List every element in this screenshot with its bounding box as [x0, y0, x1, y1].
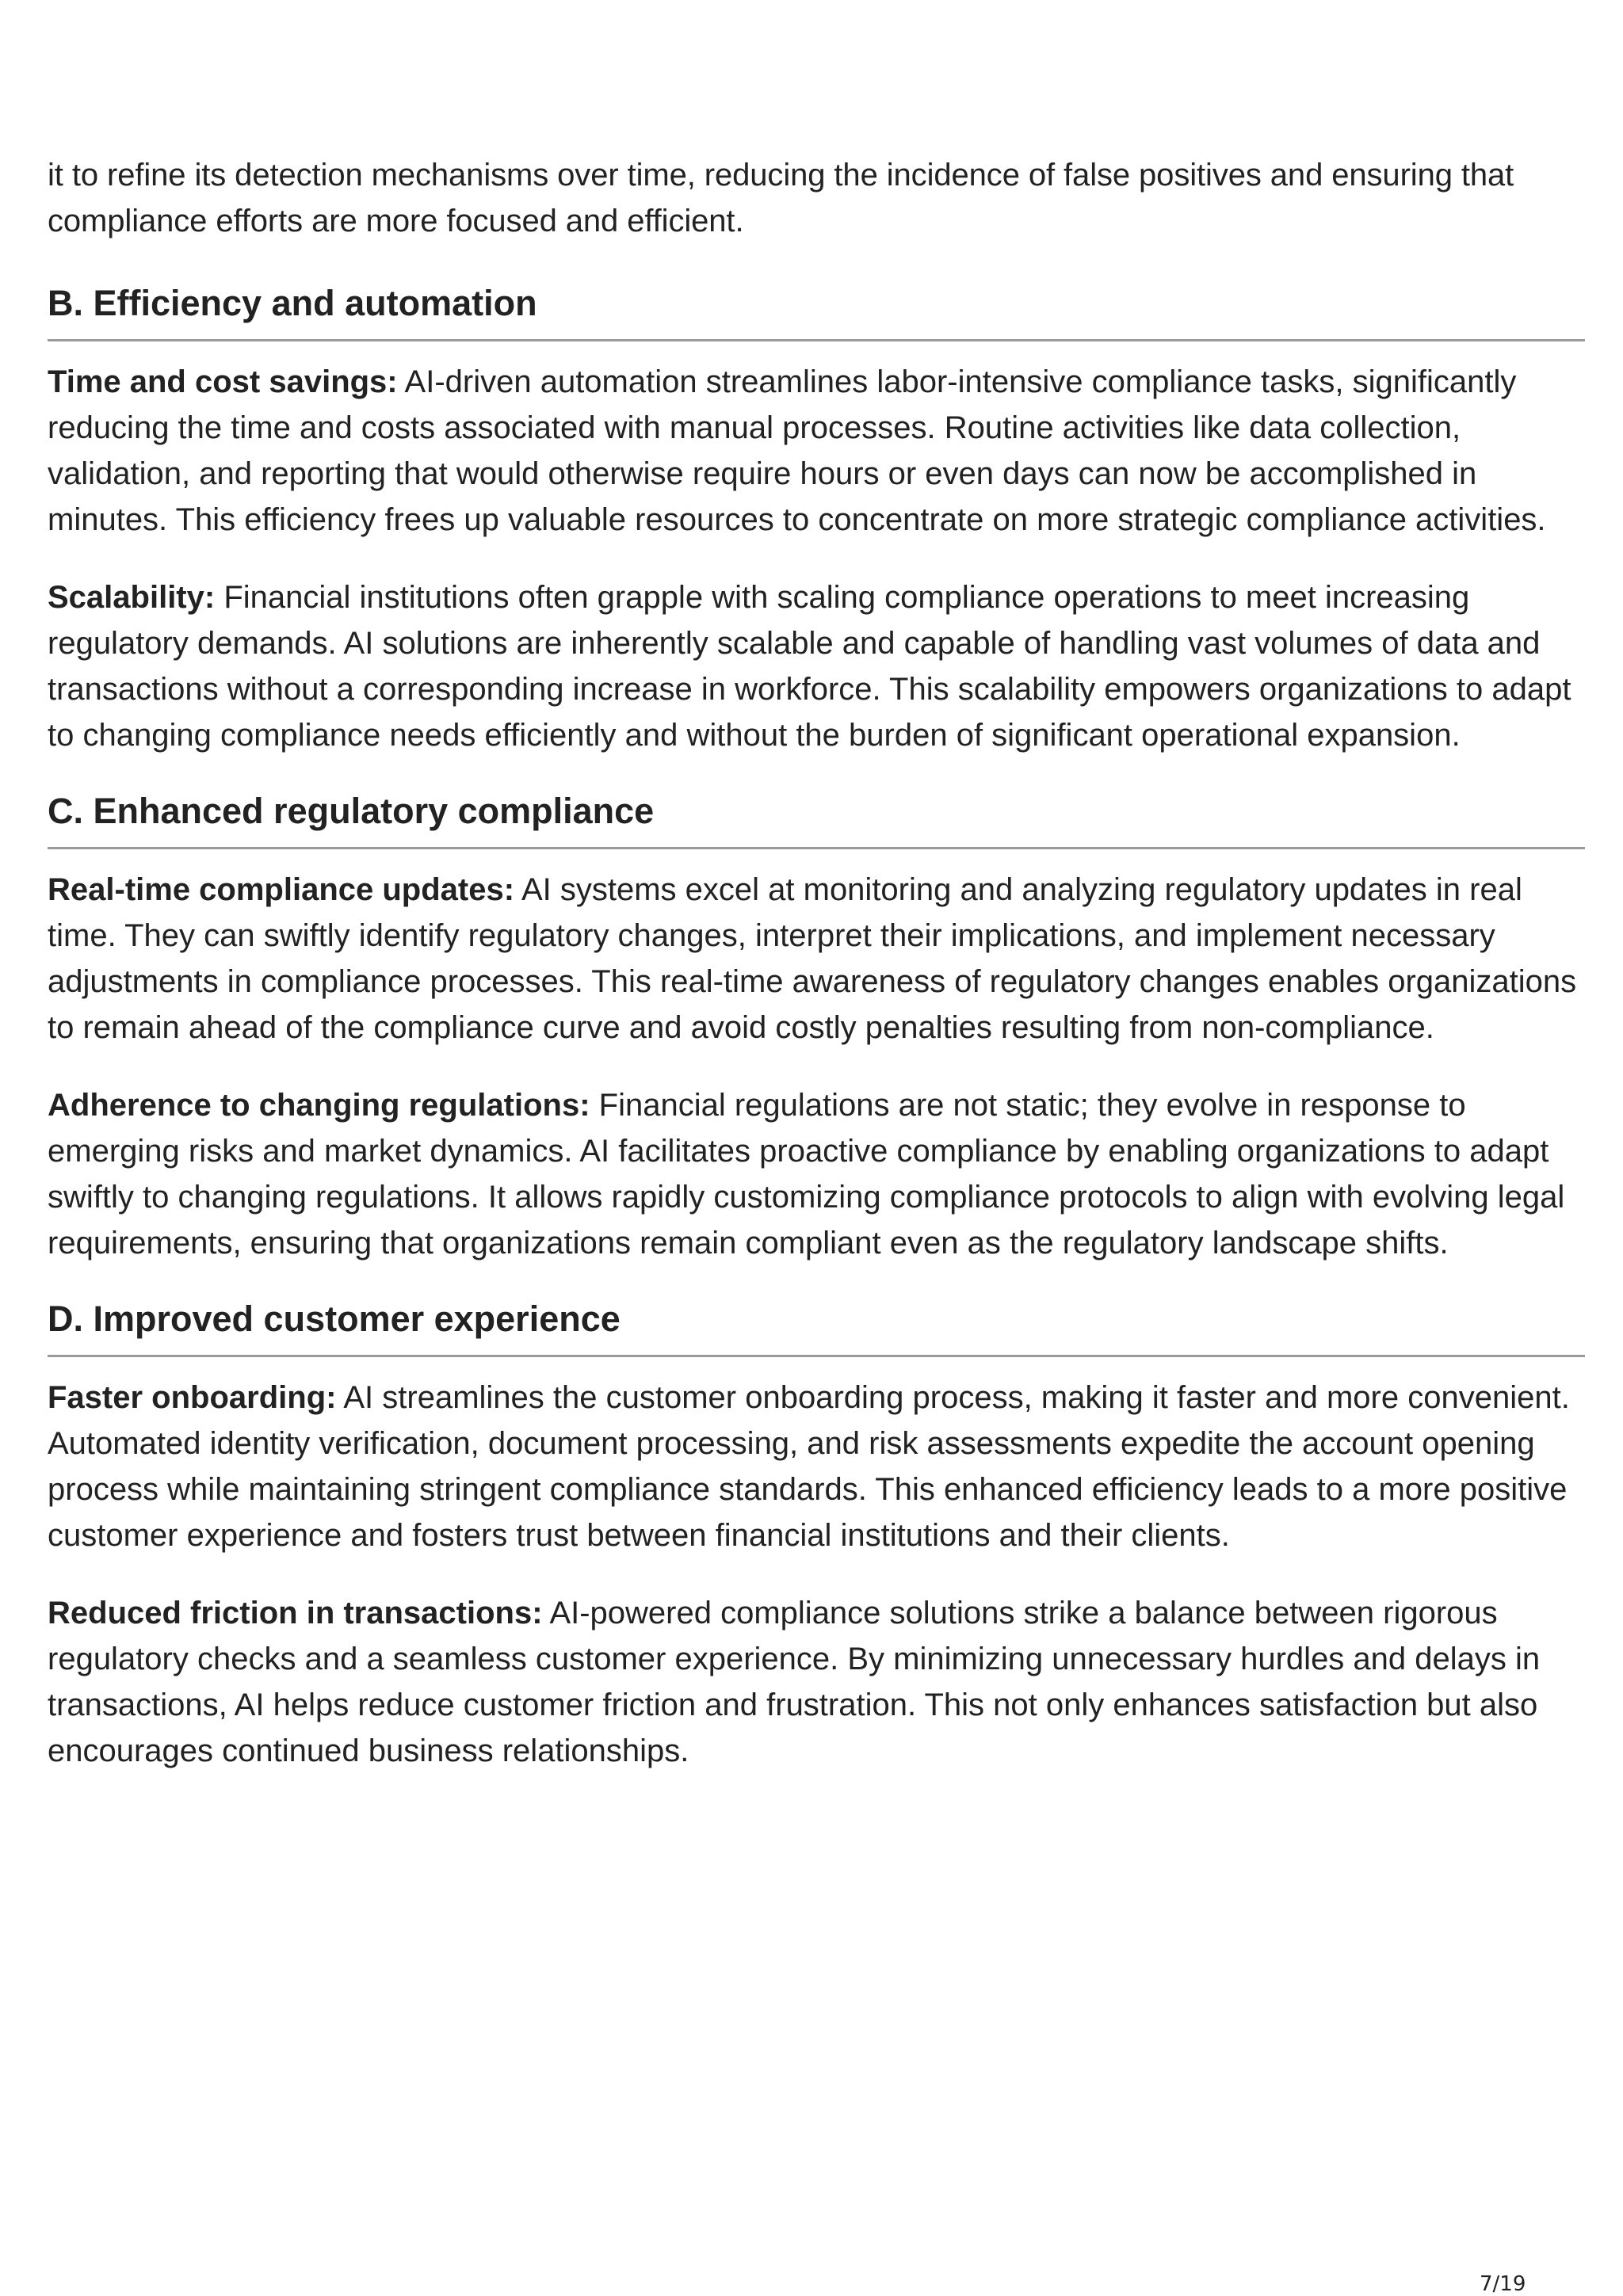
intro-paragraph: it to refine its detection mechanisms over time, reducing the incidence of false positives and ensuring that compliance efforts are more focused and efficient. [48, 158, 1514, 238]
section-regulatory-compliance [48, 790, 1585, 1266]
paragraph-text: Financial institutions often grapple with scaling compliance operations to meet increasing regulatory demands. AI solutions are inherently scalable and capable of handling vast volumes of data and transactions without a corresponding increase in workforce. This scalability empowers organizations to adapt to changing compliance needs efficiently and without the burden of significant operational expansion. [48, 580, 1571, 753]
paragraph-label: Scalability: [48, 580, 216, 615]
section-customer-experience [48, 1298, 1585, 1774]
paragraph-text: Financial regulations are not static; they evolve in response to emerging risks and market dynamics. AI facilitates proactive compliance by enabling organizations to adapt swiftly to changing regulations. It allows rapidly customizing compliance protocols to align with evolving legal requirements, ensuring that organizations remain compliant even as the regulatory landscape shifts. [48, 1088, 1565, 1261]
section-heading: B. Efficiency and automation [48, 282, 1585, 341]
paragraph-text: AI-driven automation streamlines labor-intensive compliance tasks, significantly reducing the time and costs associated with manual processes. Routine activities like data collection, validation, and reporting that would otherwise require hours or even days can now be accomplished in minutes. This efficiency frees up valuable resources to concentrate on more strategic compliance activities. [48, 364, 1546, 537]
paragraph-text: AI streamlines the customer onboarding process, making it faster and more convenient. Automated identity verification, document processing, and risk assessments expedite the account opening process while maintaining stringent compliance standards. This enhanced efficiency leads to a more positive customer experience and fosters trust between financial institutions and their clients. [48, 1380, 1570, 1553]
paragraph-scalability [48, 574, 1585, 758]
paragraph-text: AI-powered compliance solutions strike a balance between rigorous regulatory checks and a seamless customer experience. By minimizing unnecessary hurdles and delays in transactions, AI helps reduce customer friction and frustration. This not only enhances satisfaction but also encourages continued business relationships. [48, 1596, 1541, 1768]
paragraph-real-time-updates [48, 867, 1585, 1051]
document-page [48, 152, 1585, 1806]
paragraph-changing-regulations [48, 1082, 1585, 1266]
paragraph-reduced-friction [48, 1590, 1585, 1774]
section-heading: D. Improved customer experience [48, 1298, 1585, 1357]
paragraph-label: Time and cost savings: [48, 364, 398, 399]
paragraph-label: Real-time compliance updates: [48, 872, 515, 907]
page-number: 7/19 [1480, 2272, 1526, 2296]
paragraph-text: AI systems excel at monitoring and analyzing regulatory updates in real time. They can swiftly identify regulatory changes, interpret their implications, and implement necessary adjustments in compliance processes. This real-time awareness of regulatory changes enables organizations to remain ahead of the compliance curve and avoid costly penalties resulting from non-compliance. [48, 872, 1577, 1045]
paragraph-label: Adherence to changing regulations: [48, 1088, 590, 1123]
paragraph-label: Faster onboarding: [48, 1380, 337, 1415]
paragraph-time-cost-savings [48, 359, 1585, 543]
section-efficiency-automation [48, 282, 1585, 758]
paragraph-faster-onboarding [48, 1375, 1585, 1558]
paragraph-label: Reduced friction in transactions: [48, 1596, 543, 1630]
section-heading: C. Enhanced regulatory compliance [48, 790, 1585, 849]
